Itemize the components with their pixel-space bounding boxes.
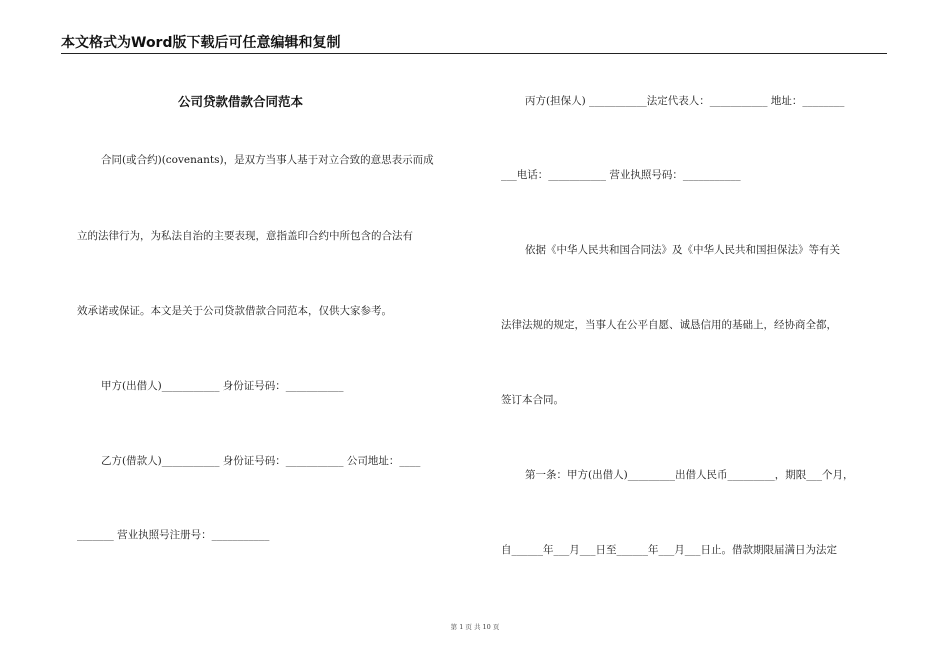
document-title: 公司贷款借款合同范本 xyxy=(178,94,304,109)
right-paragraph-line: 法律法规的规定，当事人在公平自愿、诚恳信用的基础上，经协商全都， xyxy=(501,319,837,331)
registration-field-line: _______ 营业执照号注册号：___________ xyxy=(77,529,270,541)
guarantor-field-line: 丙方(担保人) ___________法定代表人：___________ 地址：________ xyxy=(525,95,845,107)
page-number: 第 1 页 共 10 页 xyxy=(450,623,500,631)
right-paragraph-line: 签订本合同。 xyxy=(501,394,564,406)
left-paragraph-line: 效承诺或保证。本文是关于公司贷款借款合同范本，仅供大家参考。 xyxy=(77,305,392,317)
document-header: 本文格式为Word版下载后可任意编辑和复制 xyxy=(61,35,341,51)
article-one-line: 自______年___月___日至______年___月___日止。借款期限届满日为法定 xyxy=(501,544,837,556)
header-divider xyxy=(61,53,887,54)
phone-field-line: ___电话：___________ 营业执照号码：___________ xyxy=(501,169,741,181)
right-paragraph-line: 依据《中华人民共和国合同法》及《中华人民共和国担保法》等有关 xyxy=(525,244,840,256)
left-paragraph-line: 合同(或合约)(covenants)，是双方当事人基于对立合致的意思表示而成 xyxy=(101,154,434,166)
left-paragraph-line: 立的法律行为，为私法自治的主要表现，意指盖印合约中所包含的合法有 xyxy=(77,230,413,242)
article-one-line: 第一条：甲方(出借人)_________出借人民币_________，期限___个月， xyxy=(525,469,854,481)
borrower-field-line: 乙方(借款人)___________ 身份证号码：___________ 公司地址：____ xyxy=(101,455,421,467)
lender-field-line: 甲方(出借人)___________ 身份证号码：___________ xyxy=(101,380,344,392)
